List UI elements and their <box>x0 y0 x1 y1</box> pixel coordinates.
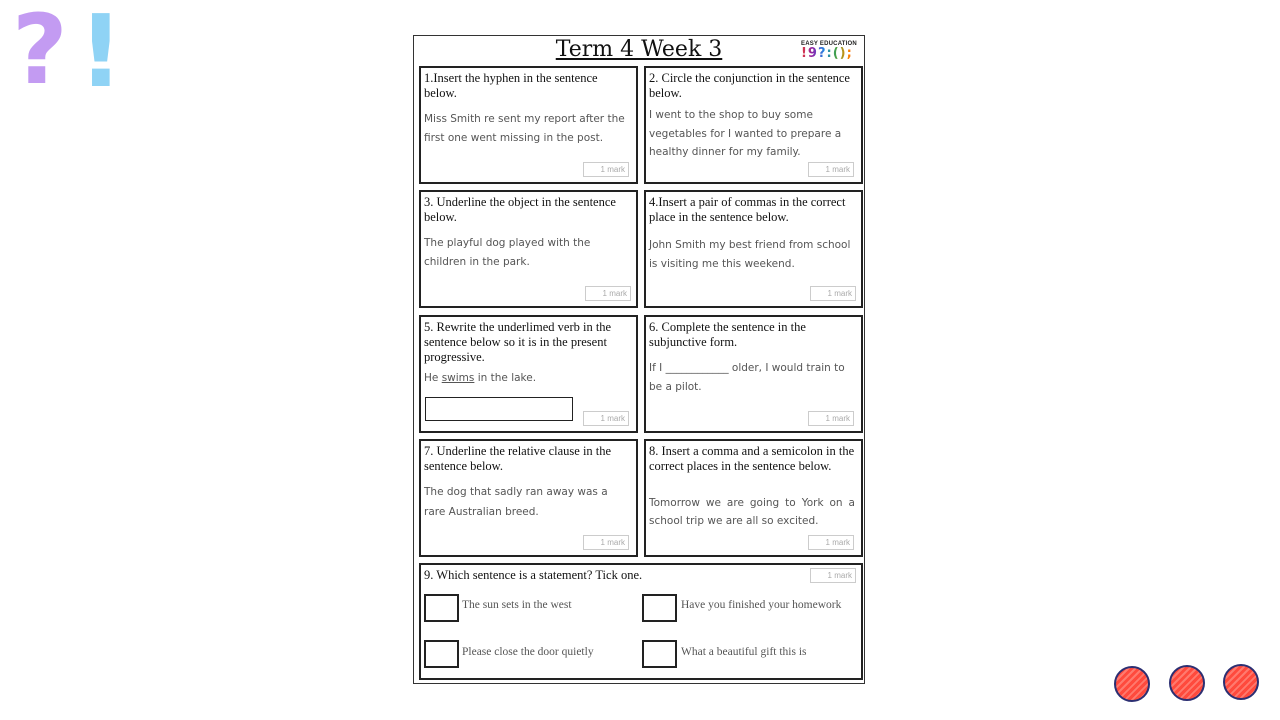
sentence-text: He <box>424 372 442 384</box>
option-4-label: What a beautiful gift this is <box>681 646 807 658</box>
mark-box: 1 mark <box>808 535 854 550</box>
question-mark-decoration: ? <box>12 0 68 106</box>
mark-box: 1 mark <box>810 286 856 301</box>
mark-box: 1 mark <box>808 411 854 426</box>
mark-box: 1 mark <box>583 535 629 550</box>
question-5-box <box>419 315 638 433</box>
option-2-label: Have you finished your homework <box>681 599 842 611</box>
answer-box[interactable] <box>425 397 573 421</box>
question-5-prompt: 5. Rewrite the underlimed verb in the sentence below so it is in the present progressive. <box>424 320 612 364</box>
question-9-prompt: 9. Which sentence is a statement? Tick one. <box>424 568 643 582</box>
question-7-prompt: 7. Underline the relative clause in the sentence below. <box>424 444 612 473</box>
mark-box: 1 mark <box>583 162 629 177</box>
mark-box: 1 mark <box>810 568 856 583</box>
question-8-sentence: Tomorrow we are going to York on a school trip we are all so excited. <box>649 497 855 527</box>
question-2-prompt: 2. Circle the conjunction in the sentence below. <box>649 71 850 100</box>
logo-text: EASY EDUCATION <box>801 41 857 47</box>
mark-box: 1 mark <box>583 411 629 426</box>
exclamation-mark-decoration: ! <box>78 0 124 110</box>
mark-box: 1 mark <box>585 286 631 301</box>
question-3-sentence: The playful dog played with the children in the park. <box>424 237 591 268</box>
tick-box[interactable] <box>424 594 459 622</box>
tick-box[interactable] <box>642 594 677 622</box>
option-3-label: Please close the door quietly <box>462 646 594 658</box>
tick-box[interactable] <box>642 640 677 668</box>
sentence-text: in the lake. <box>474 372 537 384</box>
mark-box: 1 mark <box>808 162 854 177</box>
option-1-label: The sun sets in the west <box>462 599 572 611</box>
logo-symbols: !9?:(); <box>801 47 859 60</box>
question-8-box <box>644 439 863 557</box>
question-6-box <box>644 315 863 433</box>
question-7-box <box>419 439 638 557</box>
question-2-sentence: I went to the shop to buy some vegetables for I wanted to prepare a healthy dinner for my family. <box>649 109 842 158</box>
question-4-sentence: John Smith my best friend from school is visiting me this weekend. <box>649 239 851 270</box>
question-7-sentence: The dog that sadly ran away was a rare Australian breed. <box>424 486 608 518</box>
question-4-prompt: 4.Insert a pair of commas in the correct place in the sentence below. <box>649 195 846 224</box>
nav-button-3[interactable] <box>1223 664 1259 700</box>
question-1-sentence: Miss Smith re sent my report after the first one went missing in the post. <box>424 113 625 144</box>
question-3-prompt: 3. Underline the object in the sentence below. <box>424 195 616 224</box>
question-1-box <box>419 66 638 184</box>
question-9-box <box>419 563 863 680</box>
worksheet-title: Term 4 Week 3 <box>555 37 723 62</box>
question-6-prompt: 6. Complete the sentence in the subjunctive form. <box>649 320 806 349</box>
question-1-prompt: 1.Insert the hyphen in the sentence below. <box>424 71 598 100</box>
nav-button-2[interactable] <box>1169 665 1205 701</box>
question-3-box <box>419 190 638 308</box>
question-8-prompt: 8. Insert a comma and a semicolon in the correct places in the sentence below. <box>649 444 855 473</box>
easy-education-logo <box>801 41 859 63</box>
nav-button-1[interactable] <box>1114 666 1150 702</box>
underlined-verb: swims <box>441 372 475 384</box>
question-6-sentence: If I ____________ older, I would train to be a pilot. <box>649 362 845 393</box>
worksheet <box>413 35 865 684</box>
question-4-box <box>644 190 863 308</box>
tick-box[interactable] <box>424 640 459 668</box>
question-2-box <box>644 66 863 184</box>
question-5-sentence <box>424 369 630 388</box>
